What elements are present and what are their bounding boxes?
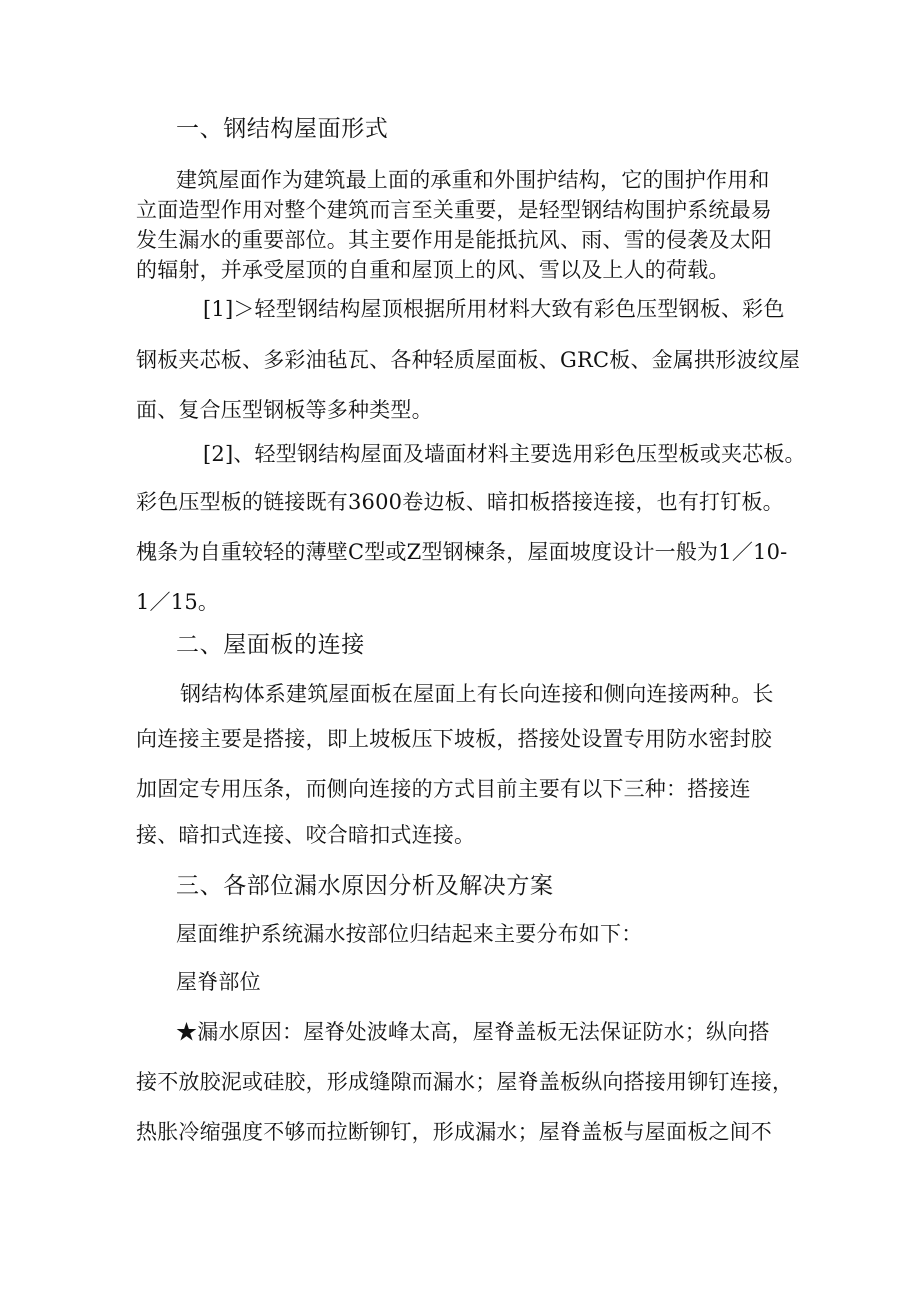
- paragraph-line: 热胀冷缩强度不够而拉断铆钉，形成漏水；屋脊盖板与屋面板之间不: [136, 1120, 772, 1144]
- paragraph-line: [1]＞轻型钢结构屋顶根据所用材料大致有彩色压型钢板、彩色: [203, 297, 785, 321]
- paragraph-line: 加固定专用压条，而侧向连接的方式目前主要有以下三种：搭接连: [136, 777, 751, 801]
- subheading: 屋脊部位: [176, 970, 261, 994]
- section-heading-3: 三、各部位漏水原因分析及解决方案: [176, 873, 554, 899]
- paragraph-line: 钢板夹芯板、多彩油毡瓦、各种轻质屋面板、GRC板、金属拱形波纹屋: [136, 348, 801, 372]
- paragraph-line: 钢结构体系建筑屋面板在屋面上有长向连接和侧向连接两种。长: [180, 682, 774, 706]
- paragraph-line: 的辐射，并承受屋顶的自重和屋顶上的风、雪以及上人的荷载。: [136, 258, 730, 282]
- paragraph-line: 面、复合压型钢板等多种类型。: [136, 398, 433, 422]
- paragraph-line: 彩色压型板的链接既有3600卷边板、暗扣板搭接连接，也有打钉板。: [136, 490, 784, 514]
- intro-text: 屋面维护系统漏水按部位归结起来主要分布如下：: [176, 922, 643, 946]
- paragraph-line: 槐条为自重较轻的薄壁C型或Z型钢楝条，屋面坡度设计一般为1／10-: [136, 540, 788, 564]
- paragraph-line: 立面造型作用对整个建筑而言至关重要，是轻型钢结构围护系统最易: [136, 198, 772, 222]
- paragraph-line: 建筑屋面作为建筑最上面的承重和外围护结构，它的围护作用和: [176, 168, 770, 192]
- paragraph-line: 1／15。: [136, 590, 220, 614]
- section-heading-2: 二、屋面板的连接: [176, 632, 365, 658]
- section-heading-1: 一、钢结构屋面形式: [176, 116, 389, 142]
- paragraph-line: 发生漏水的重要部位。其主要作用是能抵抗风、雨、雪的侵袭及太阳: [136, 228, 772, 252]
- paragraph-line: 向连接主要是搭接，即上坡板压下坡板，搭接处设置专用防水密封胶: [136, 727, 772, 751]
- paragraph-line: 接、暗扣式连接、咬合暗扣式连接。: [136, 823, 476, 847]
- paragraph-line: [2]、轻型钢结构屋面及墙面材料主要选用彩色压型板或夹芯板。: [203, 442, 806, 466]
- paragraph-line: 接不放胶泥或硅胶，形成缝隙而漏水；屋脊盖板纵向搭接用铆钉连接，: [136, 1070, 794, 1094]
- paragraph-line: ★漏水原因：屋脊处波峰太高，屋脊盖板无法保证防水；纵向搭: [176, 1020, 770, 1044]
